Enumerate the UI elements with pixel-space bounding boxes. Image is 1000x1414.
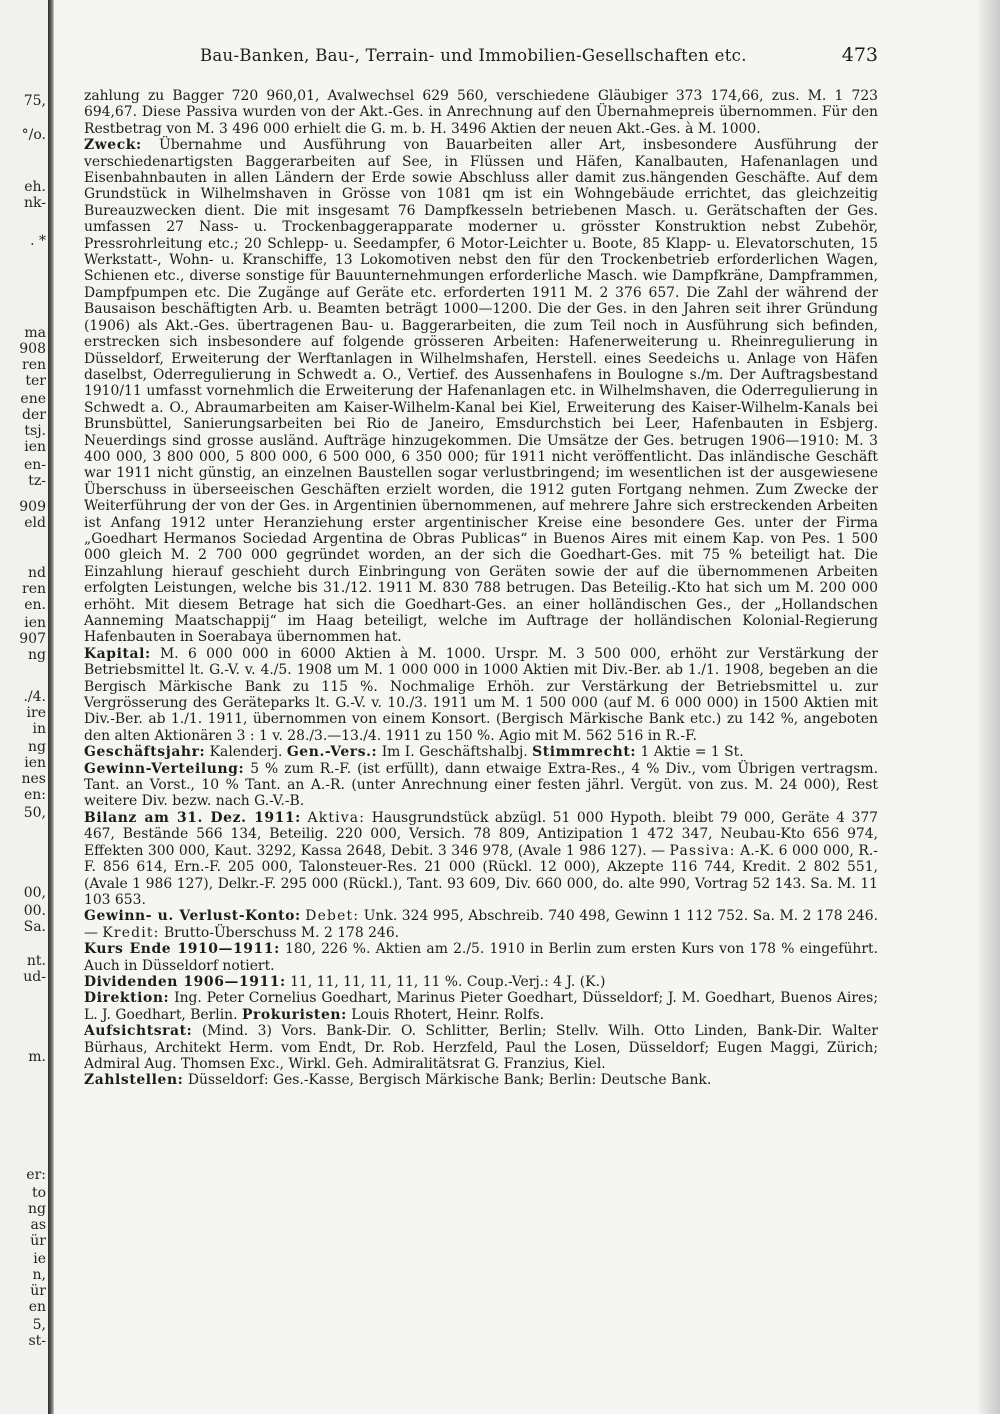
margin-fragment: ien bbox=[24, 616, 46, 631]
section-zahlstellen bbox=[84, 1072, 878, 1088]
section-text: Hausgrundstück abzügl. 51 000 Hypoth. bleibt 79 000, Geräte 4 377 467, Bestände 566 134, Beteilig. 220 000, Versich. 78 809, Antizipation 1 472 347, Neubau-Kto 656 974, Effekten 300 000, Kaut. 3292, Kassa 2648, Debit. 3 346 978, (Avale 1 986 127). — bbox=[84, 809, 878, 859]
margin-fragment: 907 bbox=[19, 632, 46, 647]
section-text: 180, 226 %. Aktien am 2./5. 1910 in Berlin zum ersten Kurs von 178 % eingeführt. Auch in Düsseldorf notiert. bbox=[84, 941, 878, 974]
margin-fragment: en bbox=[28, 1300, 46, 1315]
margin-fragment: er: bbox=[26, 1168, 46, 1183]
margin-fragment: ng bbox=[28, 648, 46, 663]
margin-fragment: nes bbox=[21, 772, 46, 787]
previous-page-margin bbox=[0, 0, 48, 1414]
section-text: 1 Aktie = 1 St. bbox=[636, 744, 744, 761]
aktiva-label: Aktiva: bbox=[307, 809, 366, 826]
page-number: 473 bbox=[841, 44, 878, 66]
margin-fragment: ng bbox=[28, 1202, 46, 1217]
margin-fragment: ter bbox=[25, 374, 46, 389]
margin-fragment: st- bbox=[28, 1334, 46, 1349]
section-label: Gewinn-Verteilung: bbox=[84, 760, 245, 777]
kredit-label: Kredit: bbox=[102, 924, 160, 941]
margin-fragment: ene bbox=[20, 392, 46, 407]
section-direktion bbox=[84, 990, 878, 1023]
margin-fragment: 75, bbox=[23, 94, 46, 109]
margin-fragment: 00, bbox=[23, 886, 46, 901]
section-text: A.-K. 6 000 000, R.-F. 856 614, Ern.-F. 205 000, Talonsteuer-Res. 21 000 (Rückl. 12 000), Akzepte 116 744, Kredit. 2 802 551, (Avale 1 986 127), Delkr.-F. 295 000 (Rückl.), Tant. 93 609, Div. 660 000, do. alte 990, Vortrag 52 143. Sa. M. 11 103 653. bbox=[84, 842, 878, 908]
section-label: Geschäftsjahr: bbox=[84, 744, 206, 761]
margin-fragment: tz- bbox=[28, 474, 46, 489]
margin-fragment: 909 bbox=[19, 500, 46, 515]
section-text: Louis Rhotert, Heinr. Rolfs. bbox=[346, 1006, 545, 1023]
debet-label: Debet: bbox=[305, 908, 360, 925]
section-label: Zweck: bbox=[84, 137, 142, 154]
section-text: Übernahme und Ausführung von Bauarbeiten aller Art, insbesondere Ausführung der verschiedenartigsten Baggerarbeiten auf See, in Flüssen und Häfen, Kanalbauten, Hafenanlagen und Eisenbahnbauten in allen Ländern der Erde sowie Abschluss aller damit zus.hängenden Geschäfte. Auf dem Grundstück in Wilhelmshaven in Grösse von 1081 qm ist ein Wohngebäude errichtet, das gleichzeitig Bureauzwecken dient. Die mit insgesamt 76 Dampfkesseln betriebenen Masch. u. Gerätschaften der Ges. umfassen 27 Nass- u. Trockenbaggerapparate moderner u. grösster Konstruktion nebst Zubehör, Pressrohrleitung etc.; 20 Schlepp- u. Seedampfer, 6 Motor-Leichter u. Boote, 85 Klapp- u. Elevatorschuten, 15 Werkstatt-, Wohn- u. Kranschiffe, 13 Lokomotiven nebst den für den Trockenbetrieb erforderlichen Wagen, Schienen etc., diverse sonstige für Bauunternehmungen erforderliche Masch. wie Dampfkräne, Dampframmen, Dampfpumpen etc. Die Zugänge auf Geräte etc. erforderten 1911 M. 2 376 657. Die Zahl der während der Bausaison beschäftigten Arb. u. Beamten beträgt 1000—1200. Die der Ges. in den Jahren seit ihrer Gründung (1906) als Akt.-Ges. übertragenen Bau- u. Baggerarbeiten, die zum Teil noch in Ausführung sich befinden, erstrecken sich insbesondere auf folgende grösseren Arbeiten: Hafenerweiterung u. Rheinregulierung in Düsseldorf, Erweiterung der Werftanlagen in Wilhelmshafen, Herstell. eines Seedeichs u. Anlage von Häfen daselbst, Oderregulierung in Schwedt a. O., Vertief. des Aussenhafens in Boulogne s./m. Der Auftragsbestand 1910/11 umfasst vornehmlich die Erweiterung der Hafenanlagen etc. in Wilhelmshaven, die Oderregulierung in Schwedt a. O., Abraumarbeiten am Kaiser-Wilhelm-Kanal bei Kiel, Erweiterung des Kaiser-Wilhelm-Kanals bei Brunsbüttel, Sanierungsarbeiten bei Rio de Janeiro, Emsdurchstich bei Leer, Hafenbauten in Esbjerg. Neuerdings sind grosse ausländ. Aufträge hinzugekommen. Die Umsätze der Ges. betrugen 1906—1910: M. 3 400 000, 3 800 000, 5 800 000, 6 500 000, 6 350 000; für 1911 nicht veröffentlicht. Das inländische Geschäft war 1911 nicht günstig, an einzelnen Baustellen sogar verlustbringend; im wesentlichen ist der ausgewiesene Überschuss in überseeischen Geschäften erzielt worden, die 1912 guten Fortgang nehmen. Zum Zwecke der Weiterführung der von der Ges. in Argentinien übernommenen, auf mehrere Jahre sich erstreckenden Arbeiten ist Anfang 1912 unter Heranziehung erster argentinischer Kreise eine besondere Ges. unter der Firma „Goedhart Hermanos Sociedad Argentina de Obras Publicas“ in Buenos Aires mit einem Kap. von Pes. 1 500 000 gleich M. 2 700 000 gegründet worden, an der sich die Goedhart-Ges. mit 75 % beteiligt hat. Die Einzahlung hierauf geschieht durch Einbringung von Geräten sowie der auf die übernommenen Arbeiten erfolgten Leistungen, welche bis 31./12. 1911 M. 830 788 betrugen. Das Beteilig.-Kto hat sich um M. 200 000 erhöht. Mit diesem Betrage hat sich die Goedhart-Ges. an einer holländischen Ges., der „Hollandschen Aanneming Maatschappij“ im Haag beteiligt, welche im Auftrage der holländischen Kolonial-Regierung Hafenbauten in Soerabaya übernommen hat. bbox=[84, 137, 878, 646]
section-label: Zahlstellen: bbox=[84, 1072, 184, 1089]
section-text: Brutto-Überschuss M. 2 178 246. bbox=[159, 924, 400, 941]
section-geschaeftsjahr bbox=[84, 744, 878, 760]
margin-fragment: ür bbox=[30, 1284, 46, 1299]
section-text: Ing. Peter Cornelius Goedhart, Marinus Pieter Goedhart, Düsseldorf; J. M. Goedhart, Buenos Aires; L. J. Goedhart, Berlin. bbox=[84, 990, 878, 1023]
margin-fragment: n, bbox=[32, 1268, 46, 1283]
margin-fragment: ien bbox=[24, 756, 46, 771]
section-gewinn-verlust bbox=[84, 908, 878, 941]
section-label: Direktion: bbox=[84, 990, 170, 1007]
section-label: Aufsichtsrat: bbox=[84, 1023, 193, 1040]
margin-fragment: nd bbox=[28, 566, 46, 581]
section-kapital bbox=[84, 646, 878, 744]
section-text: Kalenderj. bbox=[205, 744, 287, 761]
section-label: Bilanz am 31. Dez. 1911: bbox=[84, 809, 301, 826]
section-label: Kapital: bbox=[84, 645, 151, 662]
margin-fragment: ma bbox=[24, 326, 46, 341]
running-title: Bau-Banken, Bau-, Terrain- und Immobilien-Gesellschaften etc. bbox=[200, 46, 747, 65]
section-zweck bbox=[84, 137, 878, 646]
section-kurs bbox=[84, 941, 878, 974]
margin-fragment: as bbox=[30, 1218, 46, 1233]
margin-fragment: en. bbox=[24, 598, 46, 613]
margin-fragment: °/o. bbox=[21, 128, 46, 143]
passiva-label: Passiva: bbox=[669, 842, 736, 859]
section-aufsichtsrat bbox=[84, 1023, 878, 1072]
page-edge-shadow bbox=[978, 0, 1000, 1414]
margin-fragment: m. bbox=[28, 1050, 46, 1065]
section-text: 5 % zum R.-F. (ist erfüllt), dann etwaige Extra-Res., 4 % Div., vom Übrigen vertragsm. Tant. an Vorst., 10 % Tant. an A.-R. (unter Anrechnung einer festen jährl. Vergüt. von zus. M. 24 000), Rest weitere Div. bezw. nach G.-V.-B. bbox=[84, 760, 878, 810]
margin-fragment: Sa. bbox=[23, 920, 46, 935]
margin-fragment: ng bbox=[28, 740, 46, 755]
section-text: 11, 11, 11, 11, 11, 11 %. Coup.-Verj.: 4 J. (K.) bbox=[285, 973, 606, 990]
margin-fragment: ür bbox=[30, 1234, 46, 1249]
margin-fragment: in bbox=[32, 722, 46, 737]
section-text: Düsseldorf: Ges.-Kasse, Bergisch Märkische Bank; Berlin: Deutsche Bank. bbox=[183, 1072, 712, 1089]
section-label: Prokuristen: bbox=[241, 1006, 347, 1023]
section-text: Unk. 324 995, Abschreib. 740 498, Gewinn 1 112 752. Sa. M. 2 178 246. — bbox=[84, 908, 878, 941]
section-text: (Mind. 3) Vors. Bank-Dir. O. Schlitter, Berlin; Stellv. Wilh. Otto Linden, Bank-Dir. Walter Bürhaus, Architekt Herm. vom Endt, Dr. Rob. Herzfeld, Paul the Losen, Düsseldorf; Eugen Maggi, Zürich; Admiral Aug. Thomsen Exc., Wirkl. Geh. Admiralitätsrat G. Franzius, Kiel. bbox=[84, 1023, 878, 1072]
margin-fragment: der bbox=[22, 408, 46, 423]
section-text: M. 6 000 000 in 6000 Aktien à M. 1000. Urspr. M. 3 500 000, erhöht zur Verstärkung der Betriebsmittel lt. G.-V. v. 4./5. 1908 um M. 1 000 000 in 1000 Aktien mit Div.-Ber. ab 1./1. 1908, begeben an die Bergisch Märkische Bank zu 115 %. Nochmalige Erhöh. zur Verstärkung der Betriebsmittel u. zur Vergrösserung des Geräteparks lt. G.-V. v. 10./3. 1911 um M. 1 500 000 (auf M. 6 000 000) in 1500 Aktien mit Div.-Ber. ab 1./1. 1911, übernommen von einem Konsort. (Bergisch Märkische Bank etc.) zu 142 %, angeboten den alten Aktionären 3 : 1 v. 28./3.—13./4. 1911 zu 150 %. Agio mit M. 562 516 in R.-F. bbox=[84, 645, 878, 744]
section-label: Gewinn- u. Verlust-Konto: bbox=[84, 908, 301, 925]
margin-fragment: 908 bbox=[19, 342, 46, 357]
section-label: Kurs Ende 1910—1911: bbox=[84, 941, 280, 958]
section-text: Im I. Geschäftshalbj. bbox=[377, 744, 533, 761]
margin-fragment: ren bbox=[22, 358, 46, 373]
margin-fragment: nk- bbox=[24, 196, 46, 211]
section-label: Dividenden 1906—1911: bbox=[84, 973, 286, 990]
margin-fragment: . * bbox=[30, 234, 46, 249]
book-gutter-shadow bbox=[48, 0, 54, 1414]
margin-fragment: eld bbox=[24, 516, 46, 531]
margin-fragment: ie bbox=[33, 1252, 46, 1267]
margin-fragment: en- bbox=[23, 458, 46, 473]
section-label: Gen.-Vers.: bbox=[286, 744, 378, 761]
margin-fragment: to bbox=[31, 1186, 46, 1201]
section-bilanz bbox=[84, 810, 878, 908]
section-dividenden bbox=[84, 974, 878, 990]
margin-fragment: 00. bbox=[23, 904, 46, 919]
intro-paragraph: zahlung zu Bagger 720 960,01, Avalwechsel 629 560, verschiedene Gläubiger 373 174,66, zus. M. 1 723 694,67. Diese Passiva wurden von der Akt.-Ges. in Anrechnung auf den Übernahmepreis übernommen. Für den Restbetrag von M. 3 496 000 erhielt die G. m. b. H. 3496 Aktien der neuen Akt.-Ges. à M. 1000. bbox=[84, 88, 878, 137]
margin-fragment: eh. bbox=[24, 180, 46, 195]
margin-fragment: 5, bbox=[32, 1318, 46, 1333]
margin-fragment: ./4. bbox=[23, 690, 46, 705]
margin-fragment: tsj. bbox=[24, 424, 46, 439]
margin-fragment: ud- bbox=[23, 970, 46, 985]
margin-fragment: nt. bbox=[26, 954, 46, 969]
margin-fragment: ien bbox=[24, 440, 46, 455]
page-header bbox=[84, 46, 878, 70]
section-gewinn-verteilung bbox=[84, 761, 878, 810]
margin-fragment: ire bbox=[26, 706, 46, 721]
section-label: Stimmrecht: bbox=[532, 744, 637, 761]
main-text bbox=[84, 88, 878, 1089]
margin-fragment: en: bbox=[23, 788, 46, 803]
margin-fragment: ren bbox=[22, 582, 46, 597]
margin-fragment: 50, bbox=[23, 806, 46, 821]
